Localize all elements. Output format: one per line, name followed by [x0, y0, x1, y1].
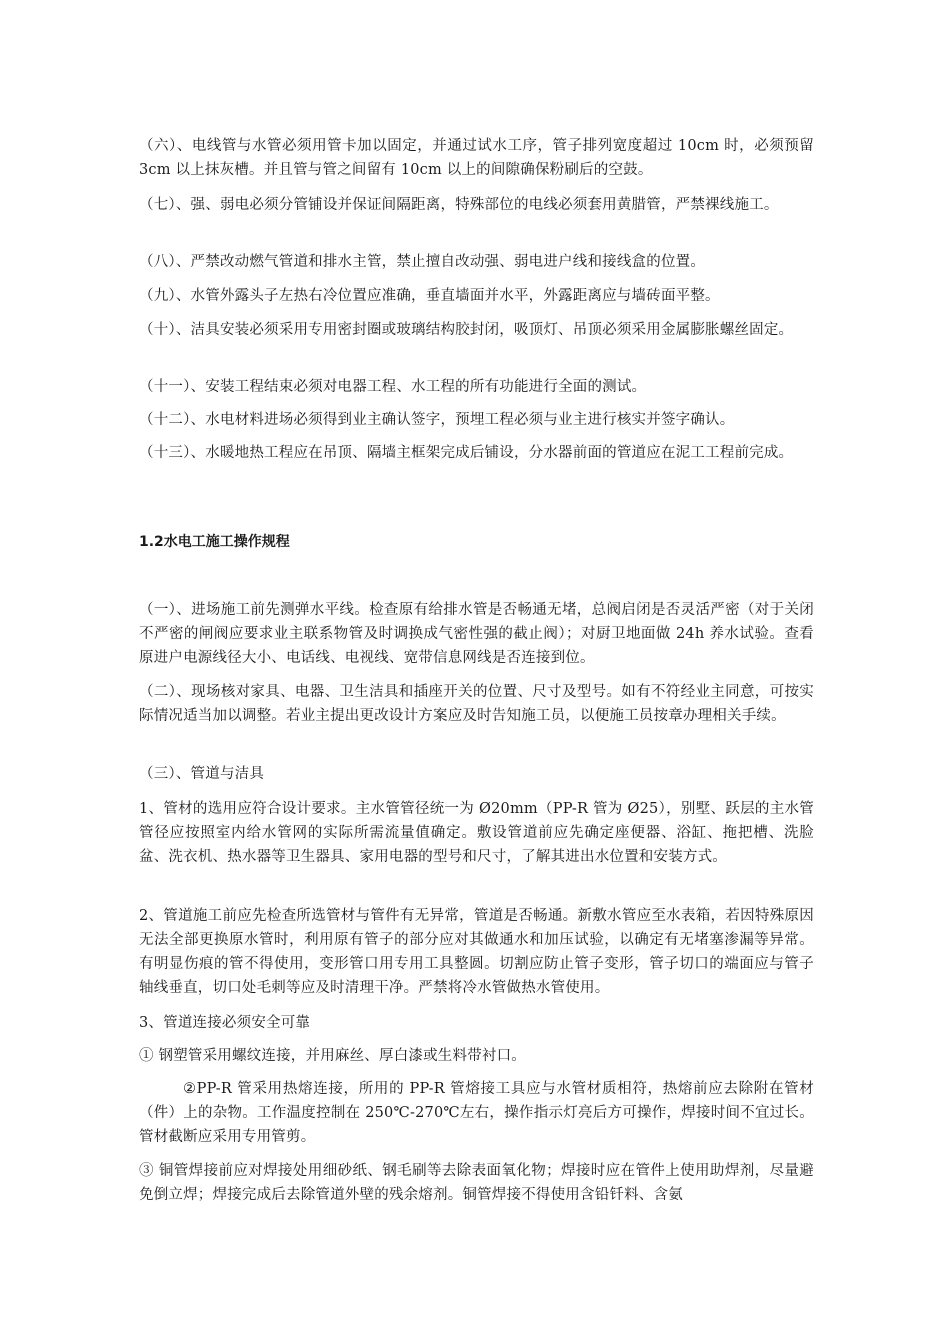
paragraph-item-7: （七）、强、弱电必须分管铺设并保证间隔距离，特殊部位的电线必须套用黄腊管，严禁裸线施工。	[139, 197, 779, 213]
paragraph-sub-3: ③ 铜管焊接前应对焊接处用细砂纸、钢毛刷等去除表面氧化物；焊接时应在管件上使用助焊剂，尽量避免倒立焊；焊接完成后去除管道外壁的残余熔剂。铜管焊接不得使用含铅钎料、含氨	[139, 1163, 814, 1203]
paragraph-step-2: （二）、现场核对家具、电器、卫生洁具和插座开关的位置、尺寸及型号。如有不符经业主同意，可按实际情况适当加以调整。若业主提出更改设计方案应及时告知施工员，以便施工员按章办理相关手续。	[139, 684, 814, 724]
paragraph-pipe-2: 2、管道施工前应先检查所选管材与管件有无异常，管道是否畅通。新敷水管应至水表箱，若因特殊原因无法全部更换原水管时，利用原有管子的部分应对其做通水和加压试验，以确定有无堵塞渗漏等异常。有明显伤痕的管不得使用，变形管口用专用工具整圆。切割应防止管子变形，管子切口的端面应与管子轴线垂直，切口处毛刺等应及时清理干净。严禁将冷水管做热水管使用。	[139, 908, 814, 996]
paragraph-step-1: （一）、进场施工前先测弹水平线。检查原有给排水管是否畅通无堵，总阀启闭是否灵活严密（对于关闭不严密的闸阀应要求业主联系物管及时调换成气密性强的截止阀）；对厨卫地面做 24h 养水试验。查看原进户电源线径大小、电话线、电视线、宽带信息网线是否连接到位。	[139, 602, 814, 666]
paragraph-sub-1: ① 钢塑管采用螺纹连接，并用麻丝、厚白漆或生料带衬口。	[139, 1048, 527, 1064]
paragraph-sub-2: ②PP-R 管采用热熔连接，所用的 PP-R 管熔接工具应与水管材质相符，热熔前应去除附在管材（件）上的杂物。工作温度控制在 250℃-270℃左右，操作指示灯亮后方可操作，焊接时间不宜过长。管材截断应采用专用管剪。	[139, 1081, 814, 1145]
paragraph-item-12: （十二）、水电材料进场必须得到业主确认签字，预埋工程必须与业主进行核实并签字确认。	[139, 412, 735, 428]
paragraph-pipe-1: 1、管材的选用应符合设计要求。主水管管径统一为 Ø20mm（PP-R 管为 Ø25），别墅、跃层的主水管管径应按照室内给水管网的实际所需流量值确定。敷设管道前应先确定座便器、浴缸、拖把槽、洗脸盆、洗衣机、热水器等卫生器具、家用电器的型号和尺寸，了解其进出水位置和安装方式。	[139, 801, 814, 865]
paragraph-item-9: （九）、水管外露头子左热右冷位置应准确，垂直墙面并水平，外露距离应与墙砖面平整。	[139, 288, 720, 304]
paragraph-item-11: （十一）、安装工程结束必须对电器工程、水工程的所有功能进行全面的测试。	[139, 379, 647, 395]
paragraph-item-10: （十）、洁具安装必须采用专用密封圈或玻璃结构胶封闭，吸顶灯、吊顶必须采用金属膨胀螺丝固定。	[139, 322, 794, 338]
paragraph-item-6: （六）、电线管与水管必须用管卡加以固定，并通过试水工序，管子排列宽度超过 10cm 时，必须预留 3cm 以上抹灰槽。并且管与管之间留有 10cm 以上的间隙确保粉刷后的空鼓。	[139, 138, 814, 178]
paragraph-item-13: （十三）、水暖地热工程应在吊顶、隔墙主框架完成后铺设，分水器前面的管道应在泥工工程前完成。	[139, 445, 794, 461]
paragraph-item-8: （八）、严禁改动燃气管道和排水主管，禁止擅自改动强、弱电进户线和接线盒的位置。	[139, 254, 706, 270]
section-heading: 1.2水电工施工操作规程	[139, 534, 290, 550]
paragraph-step-3: （三）、管道与洁具	[139, 766, 265, 782]
paragraph-pipe-3: 3、管道连接必须安全可靠	[139, 1015, 311, 1031]
